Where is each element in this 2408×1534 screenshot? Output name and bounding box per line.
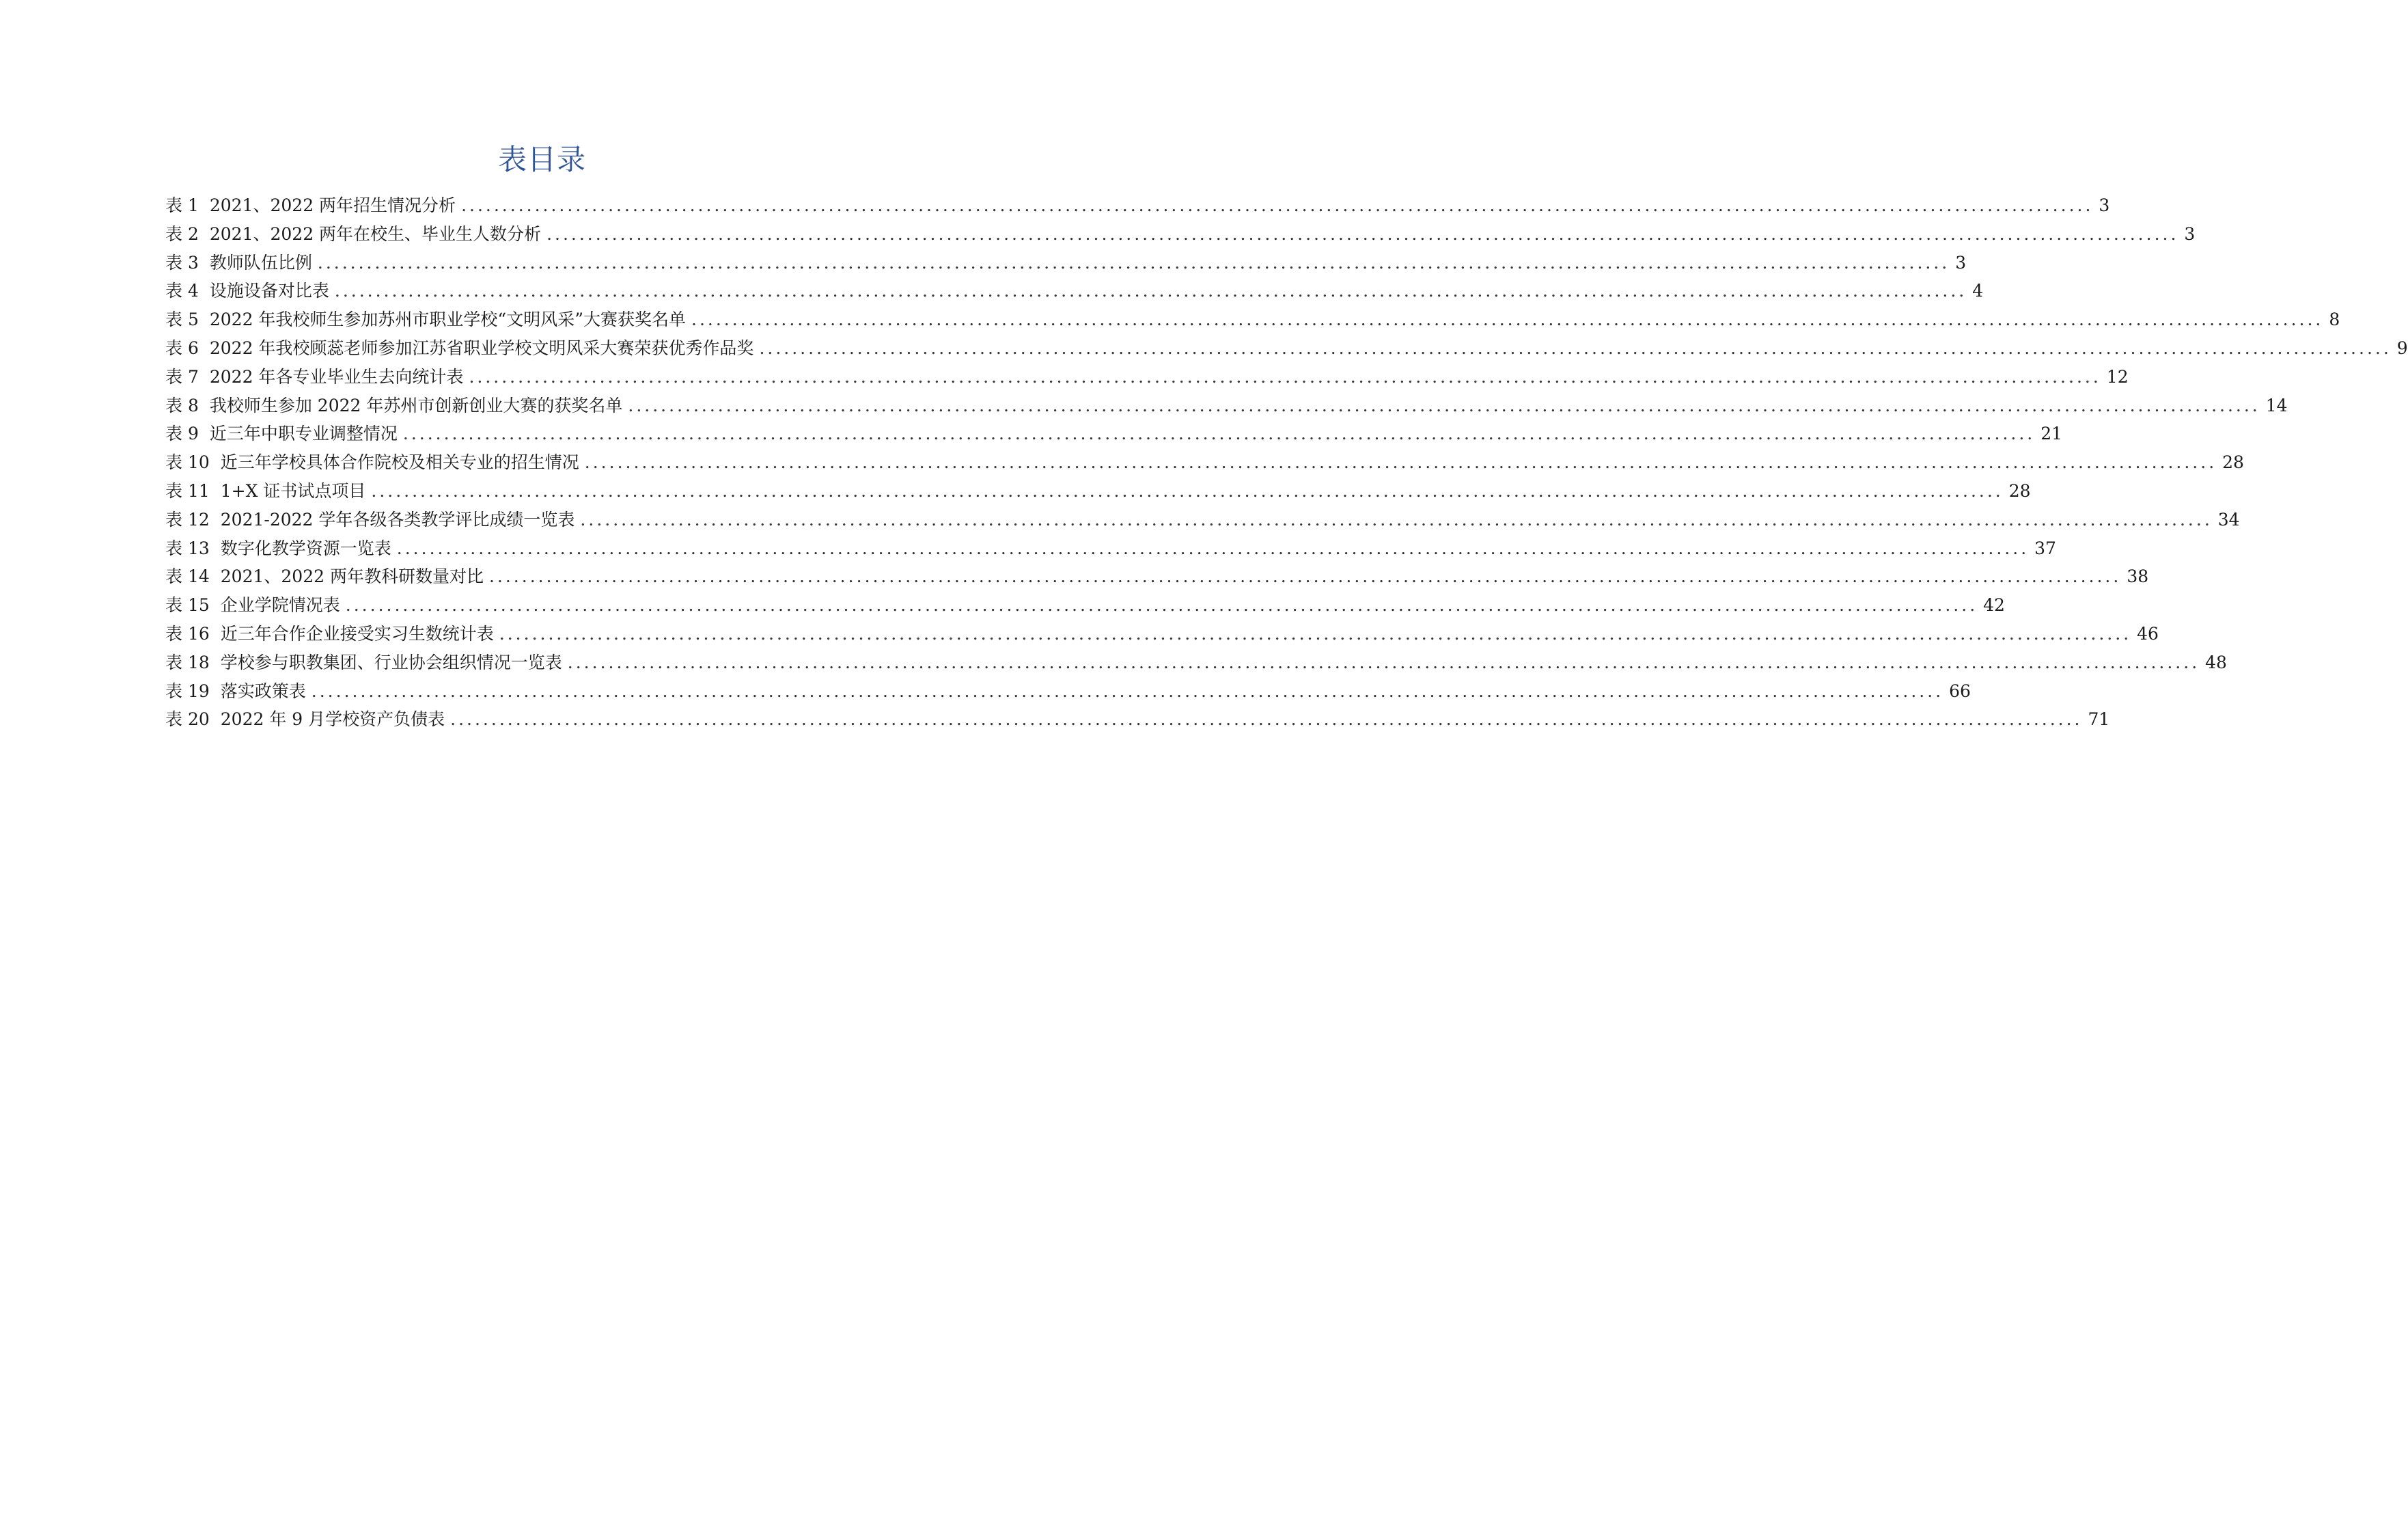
toc-entry[interactable] (165, 249, 1967, 277)
toc-entry-number: 表 10 (165, 452, 210, 473)
toc-dot-leader: ........................................................................................................................................................................................................ (469, 366, 2101, 387)
toc-entry-number: 表 2 (165, 223, 199, 244)
toc-dot-leader: ........................................................................................................................................................................................................ (450, 709, 2083, 730)
toc-entry[interactable] (165, 506, 2240, 534)
toc-entry-title: 近三年合作企业接受实习生数统计表 (220, 623, 494, 644)
toc-entry[interactable] (165, 677, 1971, 706)
toc-entry-number: 表 14 (165, 566, 210, 587)
toc-entry-page: 9 (2396, 338, 2408, 358)
toc-entry-title: 学校参与职教集团、行业协会组织情况一览表 (220, 652, 562, 672)
toc-entry[interactable] (165, 334, 2408, 363)
toc-dot-leader: ........................................................................................................................................................................................................ (461, 195, 2094, 215)
toc-entry[interactable] (165, 220, 2196, 249)
toc-entry-number: 表 3 (165, 252, 199, 273)
toc-entry-page: 28 (2222, 452, 2244, 473)
toc-dot-leader: ........................................................................................................................................................................................................ (488, 566, 2122, 587)
toc-entry-title: 设施设备对比表 (209, 281, 329, 301)
toc-entry-page: 8 (2329, 310, 2340, 330)
toc-entry-number: 表 18 (165, 652, 210, 672)
toc-entry-number: 表 5 (165, 310, 199, 330)
toc-entry-title: 1+X 证书试点项目 (220, 480, 366, 501)
toc-entry-page: 37 (2034, 538, 2056, 558)
toc-entry[interactable] (165, 591, 2005, 620)
toc-dot-leader: ........................................................................................................................................................................................................ (311, 681, 1944, 701)
toc-entry-page: 71 (2088, 709, 2110, 730)
toc-entry-page: 46 (2137, 623, 2159, 644)
toc-entry[interactable] (165, 420, 2063, 448)
toc-dot-leader: ........................................................................................................................................................................................................ (402, 424, 2036, 444)
toc-entry-page: 3 (1955, 252, 1967, 273)
page-title: 表目录 (497, 143, 586, 176)
toc-entry[interactable] (165, 277, 1984, 305)
toc-entry-page: 66 (1949, 681, 1971, 701)
toc-entry-page: 3 (2184, 223, 2196, 244)
toc-entry-page: 42 (1983, 595, 2005, 616)
toc-entry-title: 2022 年各专业毕业生去向统计表 (209, 366, 464, 387)
toc-entry[interactable] (165, 534, 2056, 563)
toc-entry-page: 48 (2205, 652, 2227, 672)
toc-dot-leader: ........................................................................................................................................................................................................ (396, 538, 2030, 558)
toc-dot-leader: ........................................................................................................................................................................................................ (691, 310, 2324, 330)
toc-entry[interactable] (165, 477, 2031, 506)
toc-entry-number: 表 9 (165, 424, 199, 444)
toc-entry[interactable] (165, 705, 2110, 734)
toc-entry-title: 近三年学校具体合作院校及相关专业的招生情况 (220, 452, 579, 473)
toc-entry-title: 2022 年我校顾蕊老师参加江苏省职业学校文明风采大赛荣获优秀作品奖 (209, 338, 754, 358)
toc-dot-leader: ........................................................................................................................................................................................................ (499, 623, 2132, 644)
toc-dot-leader: ........................................................................................................................................................................................................ (317, 252, 1950, 273)
toc-entry[interactable] (165, 363, 2129, 392)
toc-entry-title: 2021、2022 两年招生情况分析 (209, 195, 456, 215)
toc-entry-page: 38 (2127, 566, 2149, 587)
toc-entry[interactable] (165, 562, 2149, 591)
toc-entry-number: 表 6 (165, 338, 199, 358)
toc-entry-title: 近三年中职专业调整情况 (209, 424, 398, 444)
toc-dot-leader: ........................................................................................................................................................................................................ (345, 595, 1978, 616)
toc-entry[interactable] (165, 305, 2340, 334)
toc-entry-title: 数字化教学资源一览表 (220, 538, 391, 558)
toc-entry[interactable] (165, 448, 2244, 477)
toc-dot-leader: ........................................................................................................................................................................................................ (334, 281, 1967, 301)
toc-entry-page: 34 (2217, 509, 2240, 530)
toc-entry-title: 企业学院情况表 (220, 595, 340, 616)
toc-entry-number: 表 16 (165, 623, 210, 644)
toc-dot-leader: ........................................................................................................................................................................................................ (546, 223, 2179, 244)
toc-entry-page: 3 (2099, 195, 2110, 215)
toc-entry-page: 4 (1972, 281, 1984, 301)
toc-entry-title: 2021、2022 两年在校生、毕业生人数分析 (209, 223, 542, 244)
toc-entry-number: 表 13 (165, 538, 210, 558)
toc-dot-leader: ........................................................................................................................................................................................................ (759, 338, 2392, 358)
toc-dot-leader: ........................................................................................................................................................................................................ (371, 480, 2004, 501)
toc-entry-title: 2022 年我校师生参加苏州市职业学校“文明风采”大赛获奖名单 (209, 310, 686, 330)
toc-entry-number: 表 19 (165, 681, 210, 701)
toc-entry-number: 表 12 (165, 509, 210, 530)
toc-entry-number: 表 1 (165, 195, 199, 215)
toc-entry-page: 14 (2265, 395, 2288, 415)
toc-entry[interactable] (165, 191, 2110, 220)
toc-entry-number: 表 11 (165, 480, 210, 501)
toc-dot-leader: ........................................................................................................................................................................................................ (584, 452, 2217, 473)
table-of-contents (165, 191, 2408, 734)
toc-entry-title: 2021、2022 两年教科研数量对比 (220, 566, 484, 587)
toc-entry-title: 我校师生参加 2022 年苏州市创新创业大赛的获奖名单 (209, 395, 623, 415)
toc-entry-number: 表 7 (165, 366, 199, 387)
toc-entry-number: 表 4 (165, 281, 199, 301)
toc-entry-title: 落实政策表 (220, 681, 306, 701)
toc-entry[interactable] (165, 392, 2288, 420)
toc-dot-leader: ........................................................................................................................................................................................................ (580, 509, 2213, 530)
toc-entry-page: 12 (2106, 366, 2129, 387)
toc-entry-number: 表 8 (165, 395, 199, 415)
toc-dot-leader: ........................................................................................................................................................................................................ (567, 652, 2200, 672)
toc-dot-leader: ........................................................................................................................................................................................................ (628, 395, 2260, 415)
toc-entry-number: 表 20 (165, 709, 210, 730)
toc-entry-page: 21 (2040, 424, 2063, 444)
toc-entry[interactable] (165, 620, 2159, 648)
toc-entry[interactable] (165, 648, 2227, 677)
toc-entry-number: 表 15 (165, 595, 210, 616)
toc-entry-title: 2022 年 9 月学校资产负债表 (220, 709, 445, 730)
toc-entry-page: 28 (2008, 480, 2031, 501)
toc-entry-title: 2021-2022 学年各级各类教学评比成绩一览表 (220, 509, 575, 530)
toc-entry-title: 教师队伍比例 (209, 252, 312, 273)
